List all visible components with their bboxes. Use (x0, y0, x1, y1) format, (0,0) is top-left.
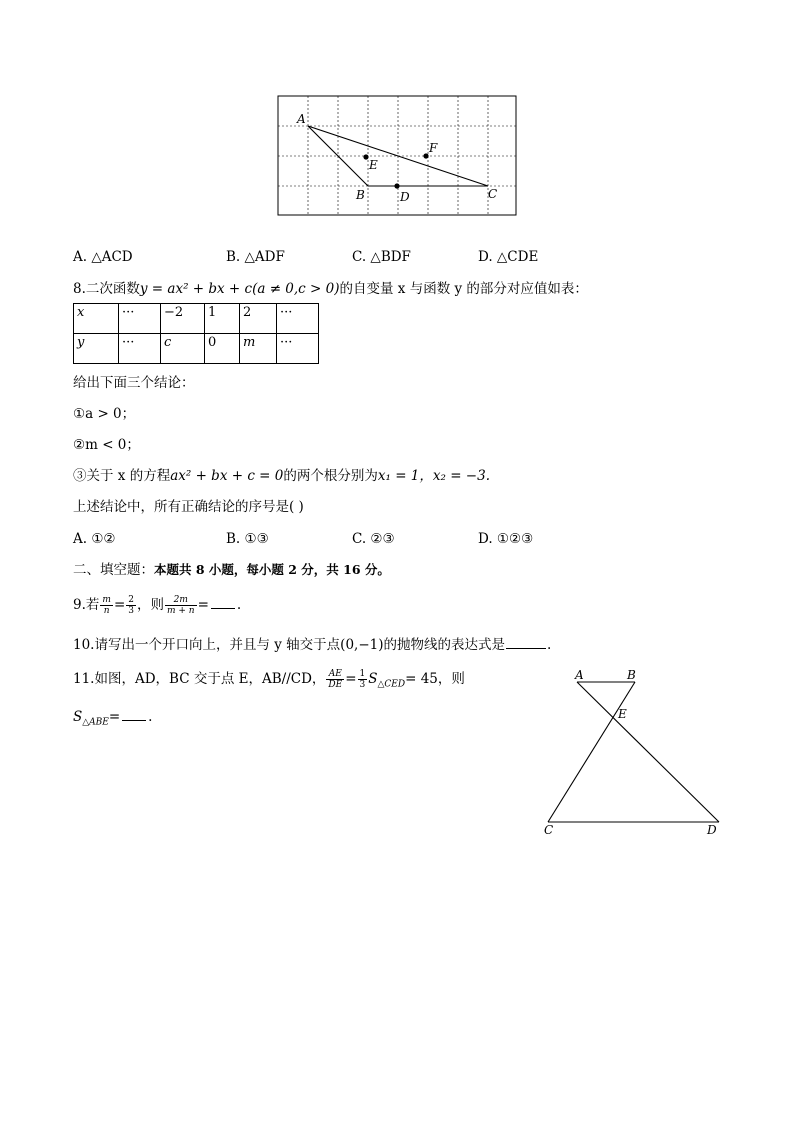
table-cell: x (74, 304, 119, 334)
label-d: D (400, 190, 410, 204)
grid-figure (270, 90, 530, 225)
table-cell: c (161, 334, 205, 364)
q8-c3-pre: ③关于 x 的方程 (73, 468, 171, 484)
point-e (363, 154, 368, 159)
q8-question: 上述结论中，所有正确结论的序号是( ) (73, 499, 304, 515)
q11-line2-s: S (73, 709, 83, 725)
q11-eq: = (345, 671, 357, 687)
table-cell: m (240, 334, 277, 364)
fraction-denominator: n (103, 606, 110, 616)
q9-eq2: = (197, 597, 209, 613)
table-cell: 2 (240, 304, 277, 334)
fraction-numerator: 2m (165, 595, 197, 606)
trapezoid-figure (540, 660, 730, 842)
q8-c3-formula: ax² + bx + c = 0 (170, 468, 284, 484)
fraction-numerator: 1 (359, 669, 366, 679)
q11-line2-sub: △ABE (82, 717, 109, 728)
q7-option-a: A. △ACD (73, 249, 133, 265)
fraction-numerator: m (102, 595, 111, 605)
table-cell: ··· (277, 304, 319, 334)
fraction-denominator: m + n (166, 606, 195, 616)
q11-pre: 11.如图，AD，BC 交于点 E，AB//CD， (73, 671, 326, 687)
table-cell: ··· (119, 334, 161, 364)
label-f: F (429, 141, 438, 155)
q10-text: 10.请写出一个开口向上，并且与 y 轴交于点(0,−1)的抛物线的表达式是 (73, 637, 505, 653)
section-heading-detail: 本题共 8 小题，每小题 2 分，共 16 分。 (154, 562, 390, 577)
answer-blank[interactable] (211, 594, 235, 609)
q9-end: . (236, 597, 242, 613)
fraction-numerator: AE (326, 669, 344, 680)
label-b: B (356, 188, 365, 202)
label-d: D (707, 823, 717, 837)
q11-line2-end: . (148, 709, 153, 725)
q11-line2-eq: = (108, 709, 121, 725)
fraction-2-3 (126, 595, 136, 616)
q7-option-d: D. △CDE (478, 249, 539, 265)
q8-option-a: A. ①② (73, 531, 116, 547)
segment-ad (577, 682, 719, 822)
q8-conclusion-2: ②m < 0； (73, 437, 140, 453)
table-row (74, 304, 319, 334)
q9 (73, 594, 241, 616)
q11 (73, 668, 465, 696)
section-heading (73, 561, 390, 579)
section-heading-title: 二、填空题： (73, 562, 154, 578)
q7-option-b: B. △ADF (226, 249, 285, 265)
table-row (74, 334, 319, 364)
table-cell: y (74, 334, 119, 364)
table-cell: ··· (277, 334, 319, 364)
q11-area: S (368, 671, 378, 687)
fraction-denominator: DE (328, 680, 343, 690)
label-b: B (627, 668, 636, 682)
fraction-numerator: 2 (128, 595, 134, 605)
q8-option-d: D. ①②③ (478, 531, 534, 547)
point-f (423, 153, 428, 158)
table-cell: ··· (119, 304, 161, 334)
q8-stem-post: 的自变量 x 与函数 y 的部分对应值如表： (339, 281, 588, 297)
q9-pre: 9.若 (73, 597, 100, 613)
q8-option-b: B. ①③ (226, 531, 269, 547)
q8-intro: 给出下面三个结论： (73, 375, 195, 391)
label-e: E (618, 707, 627, 721)
q8-stem-formula: y = ax² + bx + c(a ≠ 0,c > 0) (139, 281, 340, 297)
answer-blank[interactable] (506, 634, 546, 649)
q10 (73, 634, 551, 654)
q11-area-sub: △CED (377, 679, 406, 690)
fraction-2m-mn (165, 595, 197, 616)
answer-blank[interactable] (122, 706, 146, 721)
q8-c3-roots: x₁ = 1，x₂ = −3. (377, 468, 490, 484)
q8-conclusion-1: ①a > 0； (73, 406, 136, 422)
table-cell: −2 (161, 304, 205, 334)
q8-option-c: C. ②③ (352, 531, 395, 547)
fraction-1-3 (358, 669, 368, 690)
q9-eq: = (113, 597, 126, 613)
label-c: C (488, 187, 498, 201)
label-a: A (575, 668, 584, 682)
point-d (394, 183, 399, 188)
q8-stem-pre: 8.二次函数 (73, 281, 140, 297)
q8-c3-mid: 的两个根分别为 (283, 468, 378, 484)
q8-stem (73, 280, 588, 298)
label-c: C (544, 823, 554, 837)
fraction-denominator: 3 (359, 680, 366, 690)
value-table (73, 303, 319, 364)
q11-area-end: = 45，则 (405, 671, 465, 687)
q7-option-c: C. △BDF (352, 249, 411, 265)
q11-line2 (73, 706, 152, 732)
segment-bc (548, 682, 635, 822)
fraction-m-n (100, 595, 113, 616)
fraction-ae-de (326, 669, 344, 690)
label-a: A (297, 112, 306, 126)
label-e: E (369, 158, 378, 172)
q10-end: . (547, 637, 552, 653)
fraction-denominator: 3 (128, 606, 134, 616)
table-cell: 0 (205, 334, 240, 364)
table-cell: 1 (205, 304, 240, 334)
q8-conclusion-3 (73, 467, 490, 485)
q9-mid: ，则 (136, 597, 164, 613)
